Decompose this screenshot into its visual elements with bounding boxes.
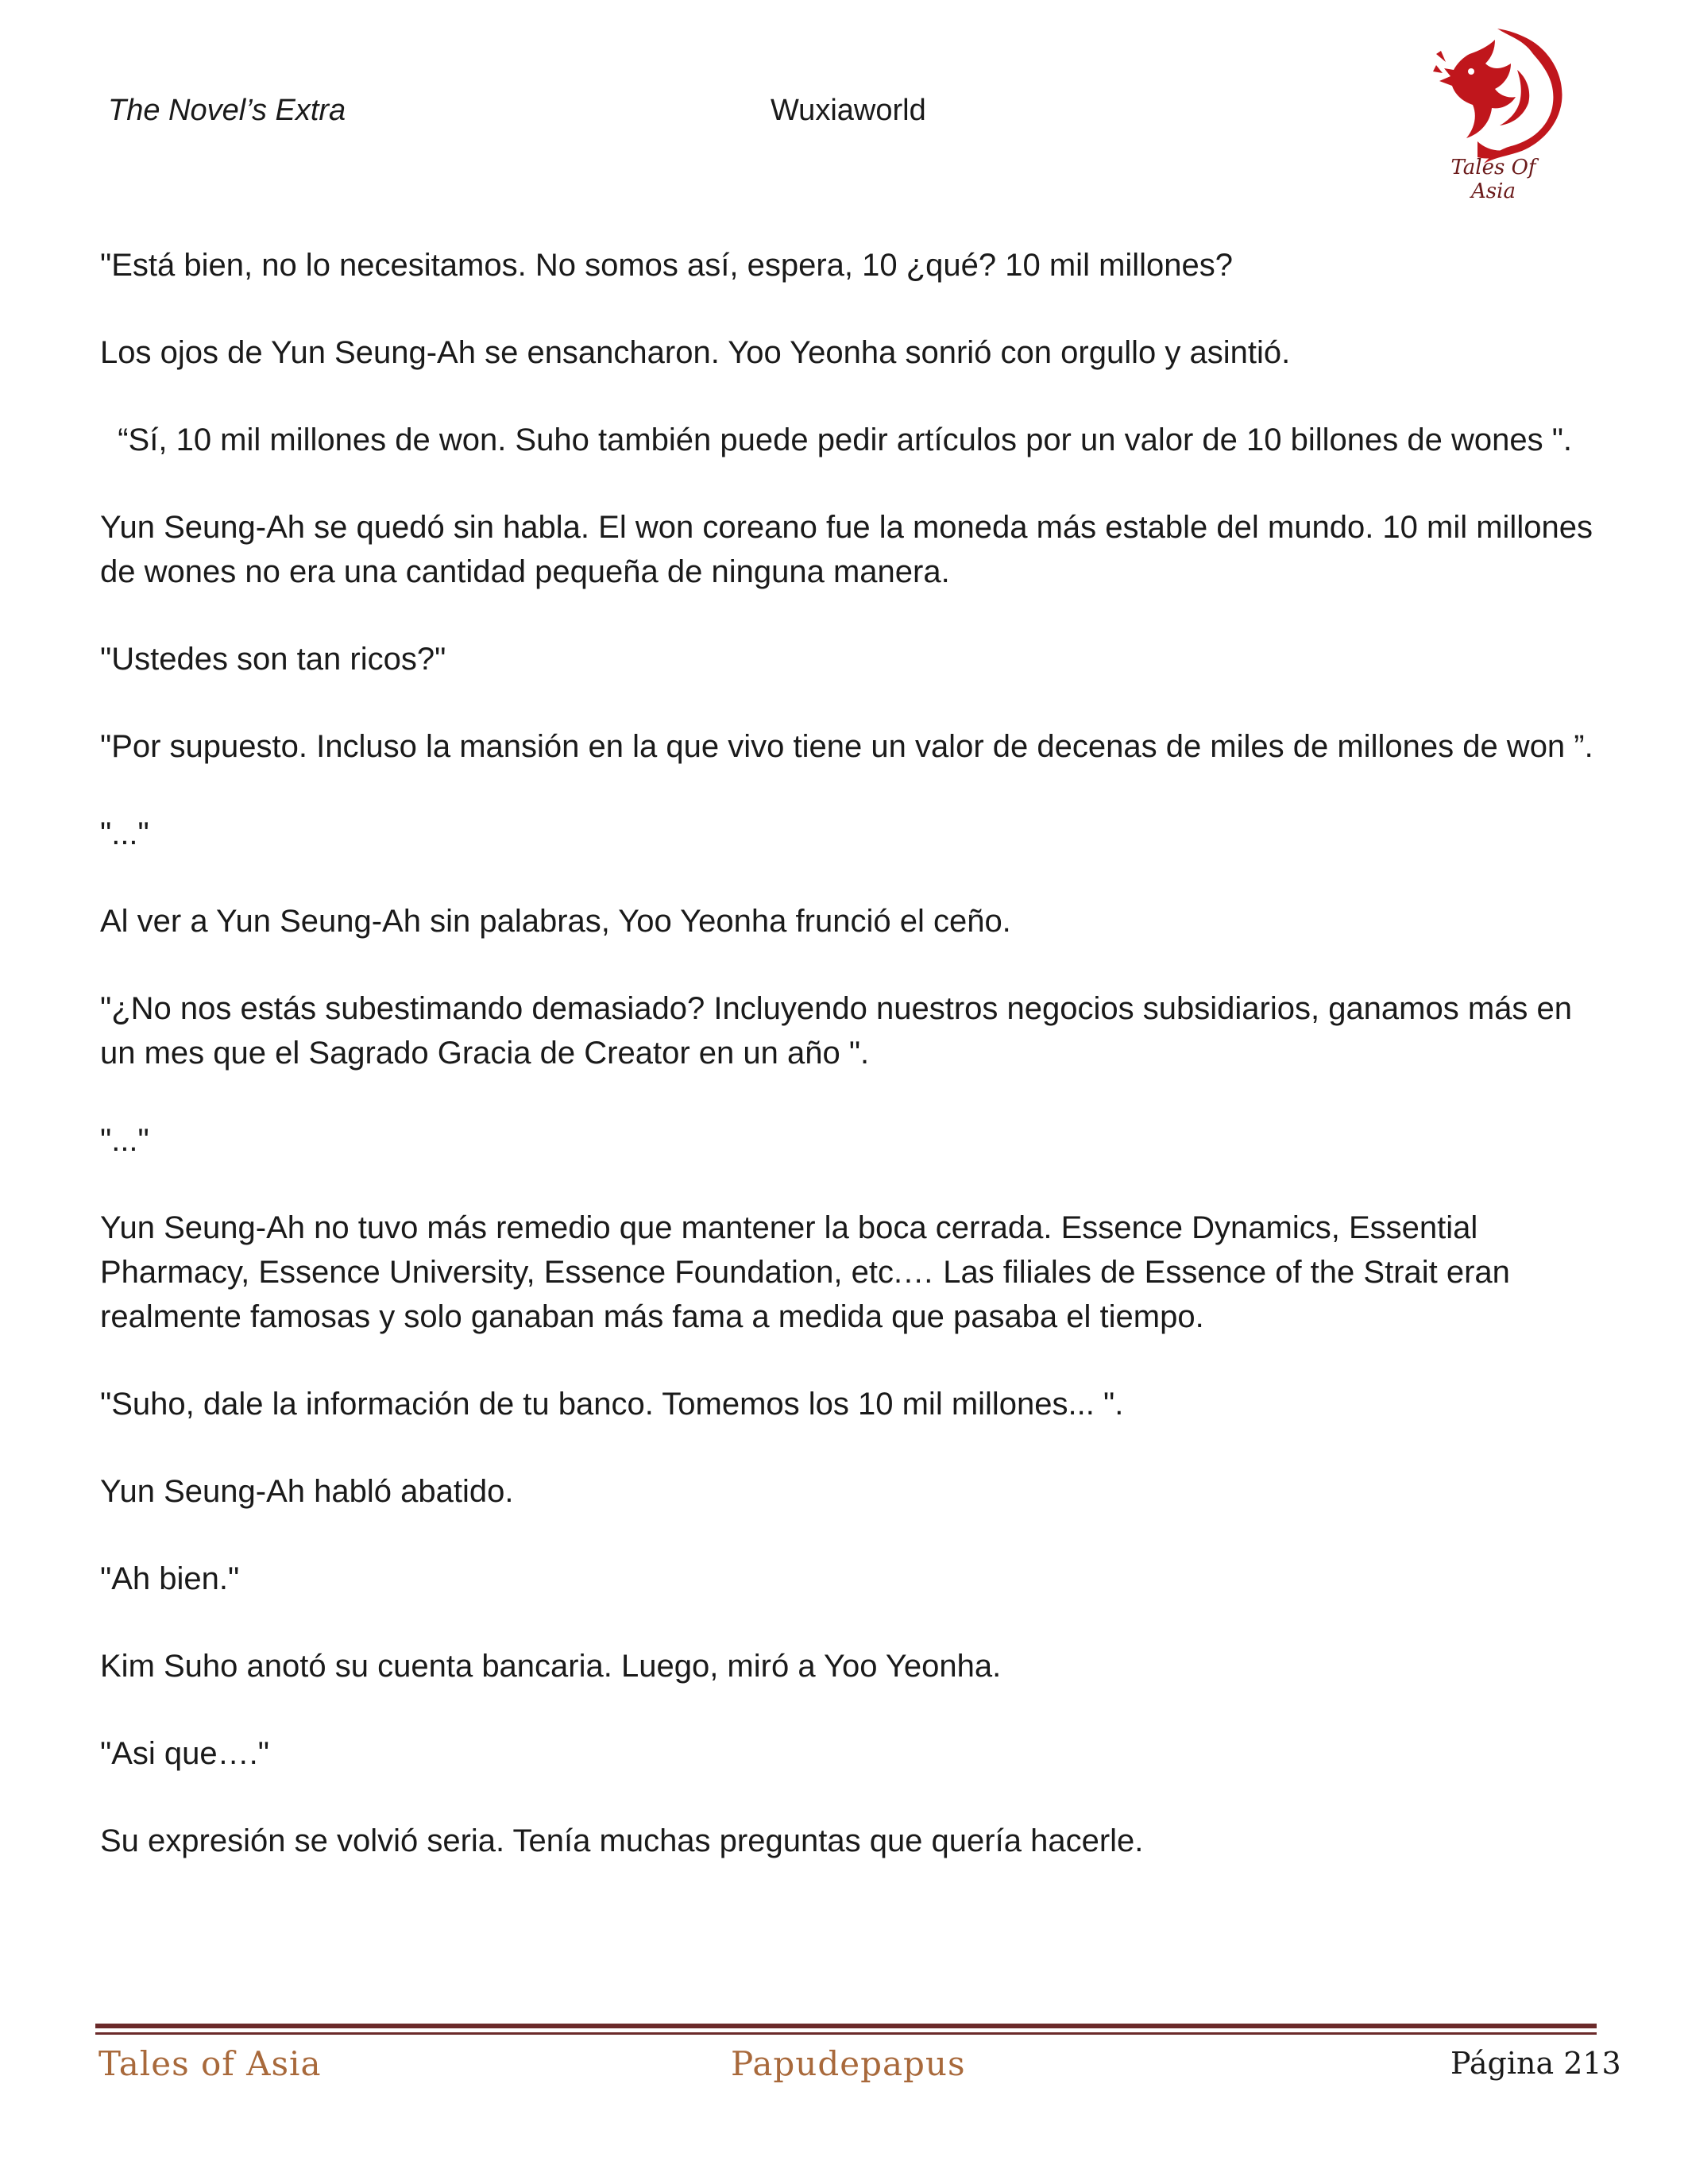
paragraph: "Asi que….": [100, 1736, 269, 1771]
footer-translator: Papudepapus: [731, 2044, 966, 2083]
paragraph: Yun Seung-Ah habló abatido.: [100, 1474, 514, 1509]
paragraph: Yun Seung-Ah no tuvo más remedio que mantener la boca cerrada. Essence Dynamics, Essential Pharmacy, Essence University, Essence Foundation, etc.… Las filiales de Essence of the Strait eran realmente famosas y solo ganaban más fama a medida que pasaba el tiempo.: [100, 1210, 1520, 1334]
paragraph: "Por supuesto. Incluso la mansión en la que vivo tiene un valor de decenas de miles de millones de won ”.: [100, 729, 1593, 764]
header-book-title: The Novel’s Extra: [108, 94, 346, 127]
footer-publisher: Tales of Asia: [98, 2044, 322, 2083]
footer-divider: [95, 2024, 1597, 2028]
paragraph: Kim Suho anotó su cuenta bancaria. Luego, miró a Yoo Yeonha.: [100, 1649, 1002, 1684]
paragraph: "Ah bien.": [100, 1561, 240, 1596]
paragraph: "Suho, dale la información de tu banco. Tomemos los 10 mil millones... ".: [100, 1387, 1124, 1422]
paragraph: "¿No nos estás subestimando demasiado? Incluyendo nuestros negocios subsidiarios, ganamos más en un mes que el Sagrado Gracia de Creator en un año ".: [100, 991, 1582, 1071]
header-source: Wuxiaworld: [771, 94, 926, 127]
paragraph: Su expresión se volvió seria. Tenía muchas preguntas que quería hacerle.: [100, 1823, 1144, 1858]
logo-wordmark: Tales Of Asia: [1450, 156, 1536, 203]
page-number: Página 213: [1450, 2046, 1621, 2081]
paragraph: "...": [100, 1123, 149, 1158]
paragraph: "Ustedes son tan ricos?": [100, 642, 446, 677]
paragraph: "...": [100, 816, 149, 851]
paragraph: Los ojos de Yun Seung-Ah se ensancharon. Yoo Yeonha sonrió con orgullo y asintió.: [100, 335, 1291, 370]
page-body: [100, 243, 1602, 1906]
paragraph: “Sí, 10 mil millones de won. Suho también puede pedir artículos por un valor de 10 billones de wones ".: [100, 423, 1573, 457]
paragraph: Al ver a Yun Seung-Ah sin palabras, Yoo Yeonha frunció el ceño.: [100, 904, 1011, 939]
paragraph: "Está bien, no lo necesitamos. No somos así, espera, 10 ¿qué? 10 mil millones?: [100, 248, 1234, 283]
footer-divider-thin: [95, 2032, 1597, 2035]
paragraph: Yun Seung-Ah se quedó sin habla. El won coreano fue la moneda más estable del mundo. 10 mil millones de wones no era una cantidad pequeña de ninguna manera.: [100, 510, 1602, 589]
